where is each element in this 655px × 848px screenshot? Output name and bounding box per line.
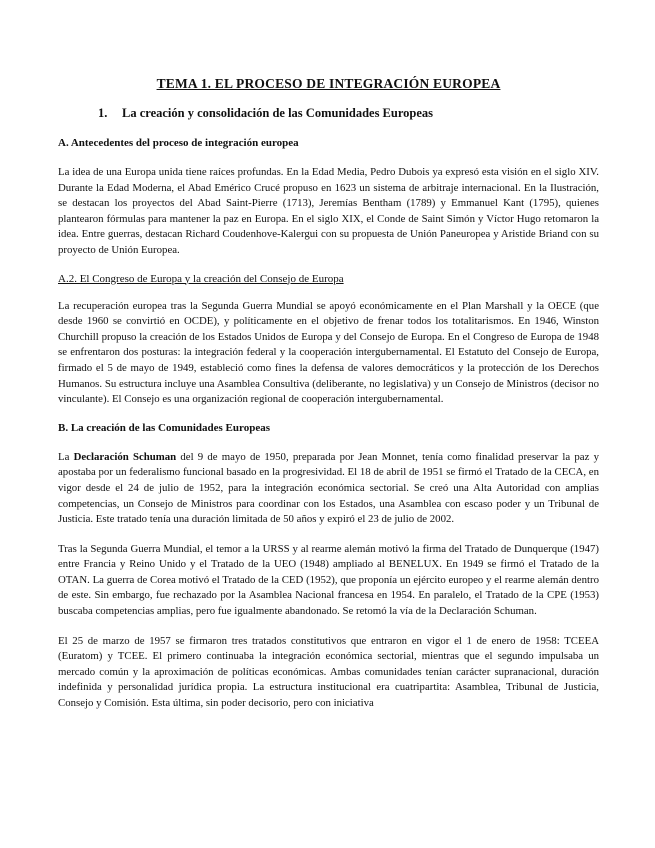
section-title: La creación y consolidación de las Comunidades Europeas bbox=[122, 106, 434, 120]
paragraph-postguerra: Tras la Segunda Guerra Mundial, el temor a la URSS y al rearme alemán motivó la firma del Tratado de Dunquerque (1947) entre Francia y Reino Unido y el Tratado de la UEO (1948) ampliado al BENELUX. En 1949 se firmó el Tratado de la OTAN. La guerra de Corea motivó el Tratado de la CED (1952), que proponía un ejército europeo y el rearme alemán dentro de este. Sin embargo, fue rechazado por la Asamblea Nacional francesa en 1954. En paralelo, el Tratado de la CPE (1953) buscaba competencias amplias, pero fue igualmente abandonado. Se retomó la vía de la Declaración Schuman. bbox=[58, 542, 599, 618]
declaracion-schuman-bold: Declaración Schuman bbox=[73, 450, 177, 463]
document-title: TEMA 1. EL PROCESO DE INTEGRACIÓN EUROPEA bbox=[156, 76, 501, 91]
paragraph-declaracion-schuman bbox=[58, 450, 599, 528]
section-heading bbox=[98, 106, 599, 121]
paragraph-congreso-europa: La recuperación europea tras la Segunda Guerra Mundial se apoyó económicamente en el Plan Marshall y la OECE (que desde 1960 se convirtió en OCDE), y políticamente en el objetivo de frenar todos los totalitarismos. En 1946, Winston Churchill propuso la creación de los Estados Unidos de Europa y del Consejo de Europa. En el Congreso de Europa de 1948 se enfrentaron dos posturas: la integración federal y la cooperación intergubernamental. El Estatuto del Consejo de Europa, firmado el 5 de mayo de 1949, estableció como fines la defensa de valores democráticos y la protección de los Derechos Humanos. Su estructura incluye una Asamblea Consultiva (deliberante, no legislativa) y un Consejo de Ministros (decisor no vinculante). El Consejo es una organización regional de cooperación intergubernamental. bbox=[58, 299, 599, 406]
section-number: 1. bbox=[98, 106, 108, 120]
paragraph-prefix: La bbox=[58, 450, 74, 463]
heading-congreso-europa: A.2. El Congreso de Europa y la creación del Consejo de Europa bbox=[58, 272, 344, 285]
paragraph-rest: del 9 de mayo de 1950, preparada por Jean Monnet, tenía como finalidad preservar la paz y apostaba por un federalismo funcional basado en la progresividad. El 18 de abril de 1951 se firmó el Tratado de la CECA, en vigor desde el 24 de julio de 1952, para la integración económica sectorial. Se creó una Alta Autoridad con amplias competencias, un Consejo de Ministros para coordinar con los Estados, una Asamblea con escaso poder y un Tribunal de Justicia. Este tratado tenía una duración limitada de 50 años y expiró el 23 de julio de 2002. bbox=[58, 450, 599, 526]
heading-creacion-comunidades: B. La creación de las Comunidades Europeas bbox=[58, 421, 270, 434]
paragraph-antecedentes: La idea de una Europa unida tiene raíces profundas. En la Edad Media, Pedro Dubois ya expresó esta visión en el siglo XIV. Durante la Edad Moderna, el Abad Emérico Crucé propuso en 1623 un sistema de arbitraje internacional. En la Ilustración, se destacan los proyectos del Abad Saint-Pierre (1713), Jeremías Bentham (1789) y Emmanuel Kant (1795), quienes plantearon fórmulas para mantener la paz en Europa. En el siglo XIX, el Conde de Saint Simón y Víctor Hugo retomaron la idea. Entre guerras, destacan Richard Coudenhove-Kalergui con su propuesta de Unión Paneuropea y Aristide Briand con su proyecto de Unión Europea. bbox=[58, 166, 599, 256]
paragraph-tratados-roma: El 25 de marzo de 1957 se firmaron tres tratados constitutivos que entraron en vigor el 1 de enero de 1958: TCEEA (Euratom) y TCEE. El primero continuaba la integración económica sectorial, mientras que el segundo impulsaba un mercado común y la aproximación de políticas económicas. Ambas comunidades tenían carácter supranacional, duración indefinida y personalidad jurídica propia. La estructura institucional era cuatripartita: Asamblea, Tribunal de Justicia, Consejo y Comisión. Esta última, sin poder decisorio, pero con iniciativa bbox=[58, 634, 599, 710]
heading-antecedentes: A. Antecedentes del proceso de integración europea bbox=[58, 137, 299, 149]
